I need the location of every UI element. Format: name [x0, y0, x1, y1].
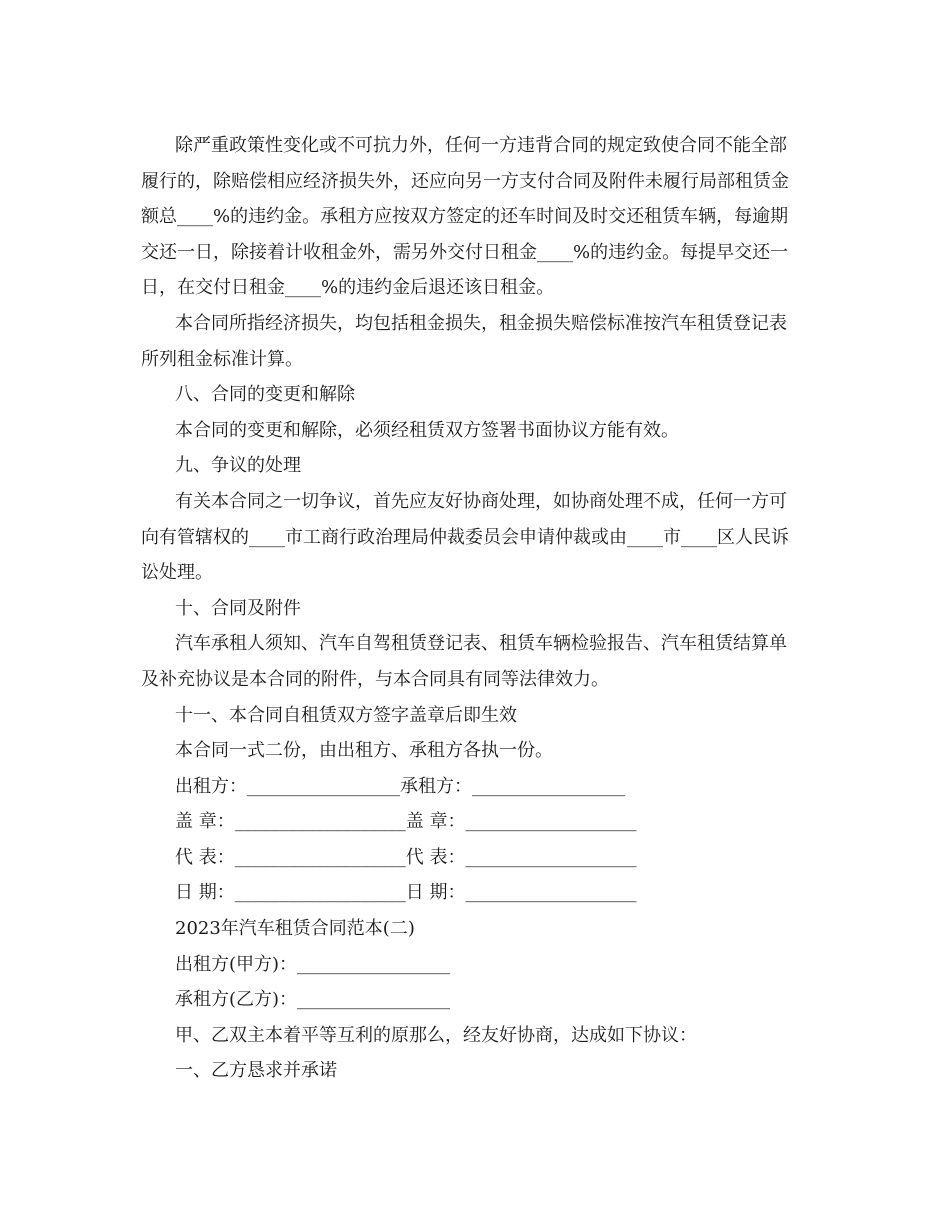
text-line: 履行的，除赔偿相应经济损失外，还应向另一方支付合同及附件未履行局部租赁金 [141, 170, 789, 192]
text-line: 有关本合同之一切争议，首先应友好协商处理，如协商处理不成，任何一方可 [175, 490, 787, 512]
text-line: 本合同所指经济损失，均包括租金损失，租金损失赔偿标准按汽车租赁登记表 [175, 312, 787, 334]
party-a-field: 出租方(甲方)：_________________ [175, 953, 451, 975]
text-line: 汽车承租人须知、汽车自驾租赁登记表、租赁车辆检验报告、汽车租赁结算单 [175, 633, 787, 655]
document-body [141, 128, 813, 1089]
text-line: 讼处理。 [141, 562, 213, 584]
paragraph-agreement: 甲、乙双主本着平等互利的原那么，经友好协商，达成如下协议： [175, 1024, 697, 1046]
paragraph-copies: 本合同一式二份，由出租方、承租方各执一份。 [175, 740, 553, 762]
paragraph-modification: 本合同的变更和解除，必须经租赁双方签署书面协议方能有效。 [175, 419, 679, 441]
section-heading-8: 八、合同的变更和解除 [175, 384, 355, 406]
section-heading-11: 十一、本合同自租赁双方签字盖章后即生效 [175, 704, 517, 726]
section-heading-10: 十、合同及附件 [175, 597, 301, 619]
signature-date: 日 期：___________________日 期：___________________ [175, 882, 637, 904]
text-line: 所列租金标准计算。 [141, 348, 303, 370]
signature-representative: 代 表：___________________代 表：___________________ [175, 846, 637, 868]
text-line: 额总____%的违约金。承租方应按双方签定的还车时间及时交还租赁车辆，每逾期 [141, 206, 789, 228]
party-b-field: 承租方(乙方)：_________________ [175, 989, 451, 1011]
section-heading-1: 一、乙方恳求并承诺 [175, 1060, 337, 1082]
section-heading-9: 九、争议的处理 [175, 455, 301, 477]
paragraph-attachments [141, 626, 813, 697]
paragraph-economic-loss [141, 306, 813, 377]
text-line: 向有管辖权的____市工商行政治理局仲裁委员会申请仲裁或由____市____区人民诉 [141, 526, 789, 548]
text-line: 交还一日，除接着计收租金外，需另外交付日租金____%的违约金。每提早交还一 [141, 241, 789, 263]
signature-seal: 盖 章：___________________盖 章：___________________ [175, 811, 637, 833]
text-line: 及补充协议是本合同的附件，与本合同具有同等法律效力。 [141, 668, 609, 690]
signature-lessor-lessee: 出租方：_________________承租方：_________________ [175, 775, 625, 797]
contract-title-2: 2023年汽车租赁合同范本(二) [175, 918, 415, 940]
paragraph-dispute [141, 484, 813, 591]
text-line: 除严重政策性变化或不可抗力外，任何一方违背合同的规定致使合同不能全部 [175, 135, 787, 156]
paragraph-breach-penalty [141, 128, 813, 306]
text-line: 日，在交付日租金____%的违约金后退还该日租金。 [141, 277, 555, 299]
